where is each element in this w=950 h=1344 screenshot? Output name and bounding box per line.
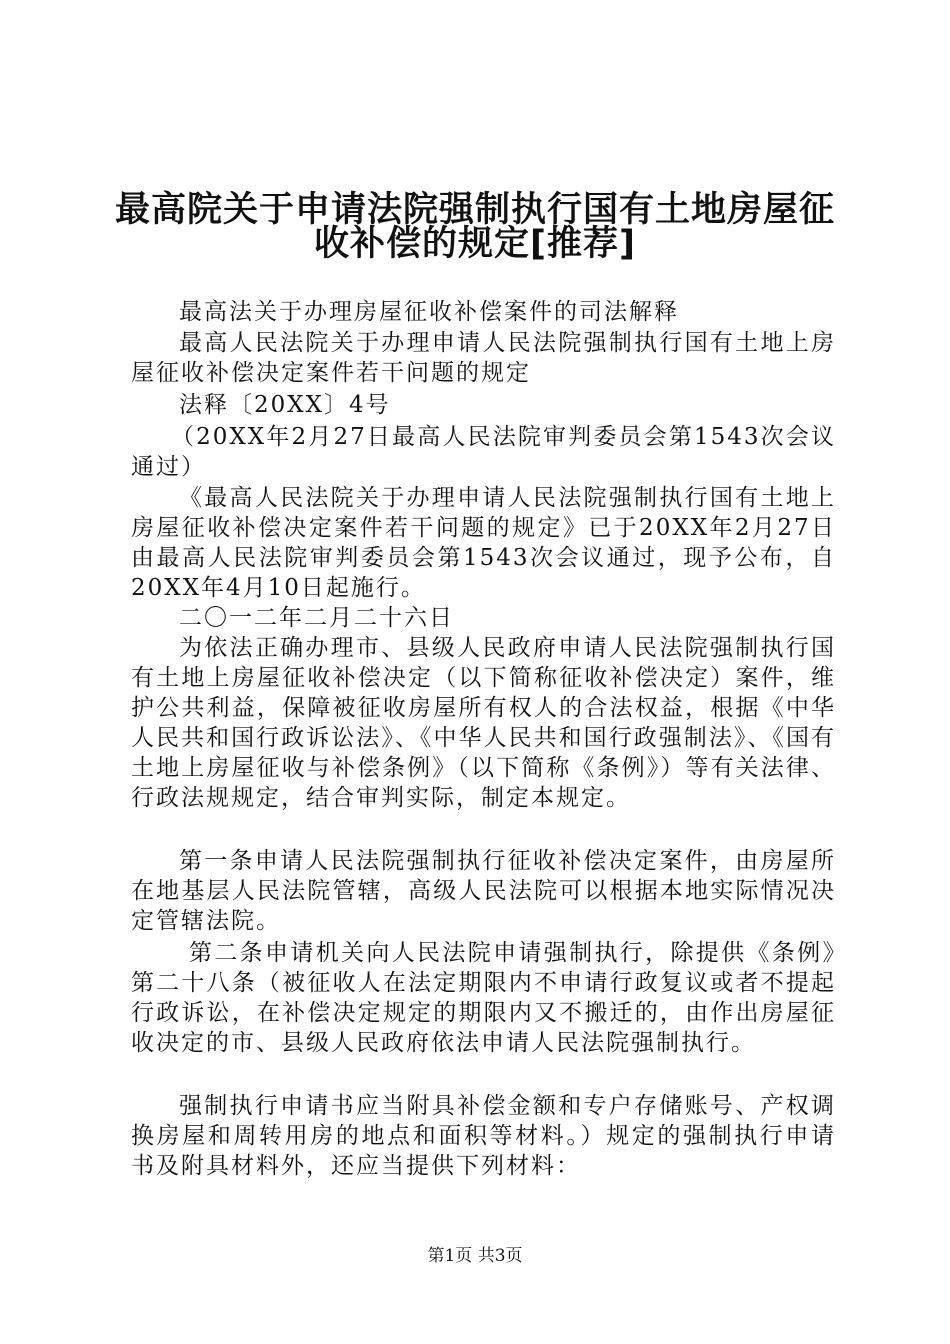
document-title-line-2: 收补偿的规定[推荐] bbox=[314, 224, 636, 264]
paragraph-subtitle: 最高法关于办理房屋征收补偿案件的司法解释 bbox=[179, 299, 679, 325]
paragraph-preamble: 为依法正确办理市、县级人民政府申请人民法院强制执行国有土地上房屋征收补偿决定（以下简称征收补偿决定）案件，维护公共利益，保障被征收房屋所有权人的合法权益，根据《中华人民共和国行政诉讼法》、《中华人民共和国行政强制法》、《国有土地上房屋征收与补偿条例》（以下简称《条例》）等有关法律、行政法规规定，结合审判实际，制定本规定。 bbox=[131, 635, 836, 811]
paragraph-regulation-name: 最高人民法院关于办理申请人民法院强制执行国有土地上房屋征收补偿决定案件若干问题的规定 bbox=[131, 330, 836, 386]
paragraph-application-materials: 强制执行申请书应当附具补偿金额和专户存储账号、产权调换房屋和周转用房的地点和面积等材料。）规定的强制执行申请书及附具材料外，还应当提供下列材料： bbox=[131, 1093, 836, 1179]
paragraph-article-2: 第二条申请机关向人民法院申请强制执行，除提供《条例》第二十八条（被征收人在法定期限内不申请行政复议或者不提起行政诉讼，在补偿决定规定的期限内又不搬迁的，由作出房屋征收决定的市、县级人民政府依法申请人民法院强制执行。 bbox=[131, 940, 836, 1056]
paragraph-date: 二〇一二年二月二十六日 bbox=[179, 605, 454, 631]
paragraph-announcement: 《最高人民法院关于办理申请人民法院强制执行国有土地上房屋征收补偿决定案件若干问题的规定》已于20XX年2月27日由最高人民法院审判委员会第1543次会议通过，现予公布，自20XX年4月10日起施行。 bbox=[131, 485, 836, 601]
paragraph-adoption-note: （20XX年2月27日最高人民法院审判委员会第1543次会议通过） bbox=[131, 424, 836, 480]
paragraph-document-number: 法释〔20XX〕4号 bbox=[179, 392, 391, 418]
page-number-footer: 第1页 共3页 bbox=[427, 1246, 523, 1266]
document-title-line-1: 最高院关于申请法院强制执行国有土地房屋征 bbox=[114, 190, 835, 230]
paragraph-article-1: 第一条申请人民法院强制执行征收补偿决定案件，由房屋所在地基层人民法院管辖，高级人民法院可以根据本地实际情况决定管辖法院。 bbox=[131, 848, 836, 934]
